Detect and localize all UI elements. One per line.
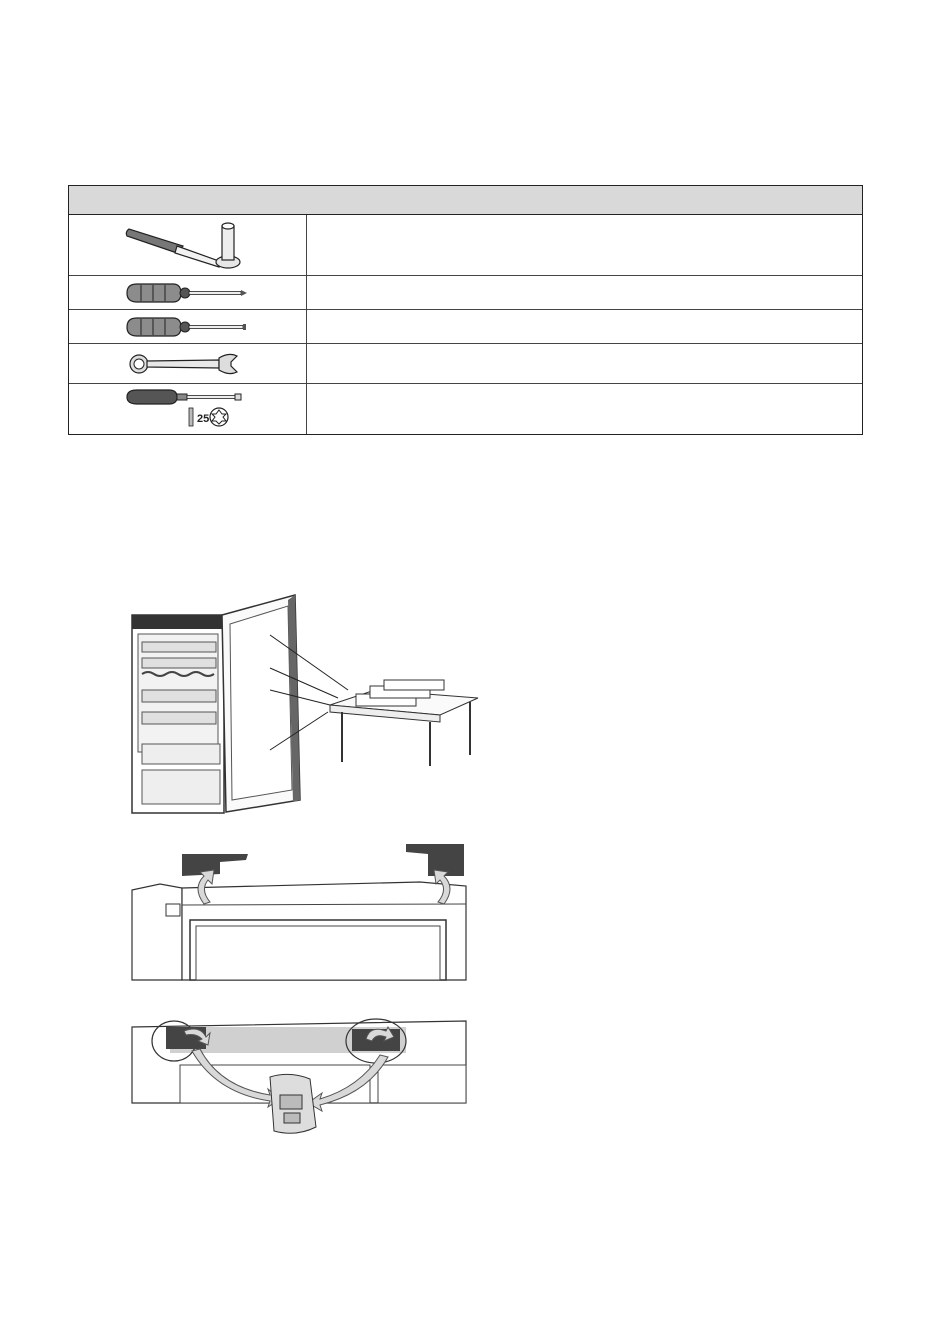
tool-icon-cell <box>69 276 307 309</box>
store-hinge-covers-figure <box>130 1015 470 1140</box>
remove-door-shelves-figure <box>130 590 490 820</box>
tool-row-combination-wrench <box>69 343 862 383</box>
tool-icon-cell <box>69 215 307 275</box>
combination-wrench-icon <box>69 344 307 384</box>
tool-description <box>307 384 862 434</box>
tool-icon-cell <box>69 344 307 383</box>
tool-description <box>307 276 862 309</box>
remove-hinge-covers-figure <box>130 840 470 982</box>
torx-screwdriver-icon <box>69 384 307 435</box>
tool-description <box>307 344 862 383</box>
fridge-door-open <box>222 595 348 812</box>
phillips-screwdriver-icon <box>69 276 307 310</box>
tool-row-phillips-screwdriver <box>69 275 862 309</box>
tool-description <box>307 310 862 343</box>
torx-bit-size: 25 <box>197 413 210 425</box>
tools-table-header <box>69 186 862 215</box>
table-with-shelves <box>330 680 478 766</box>
tool-row-torx-screwdriver <box>69 383 862 434</box>
tool-row-flat-screwdriver <box>69 309 862 343</box>
tool-icon-cell <box>69 384 307 434</box>
tools-table <box>68 185 863 435</box>
flat-screwdriver-icon <box>69 310 307 344</box>
storage-bag <box>270 1074 316 1133</box>
tool-icon-cell <box>69 310 307 343</box>
hinge-cover-left <box>182 854 248 876</box>
socket-wrench-icon <box>69 215 307 275</box>
tool-row-socket-wrench <box>69 215 862 275</box>
fridge-body <box>132 615 224 813</box>
tool-description <box>307 215 862 275</box>
fridge-top-outline <box>132 882 466 980</box>
